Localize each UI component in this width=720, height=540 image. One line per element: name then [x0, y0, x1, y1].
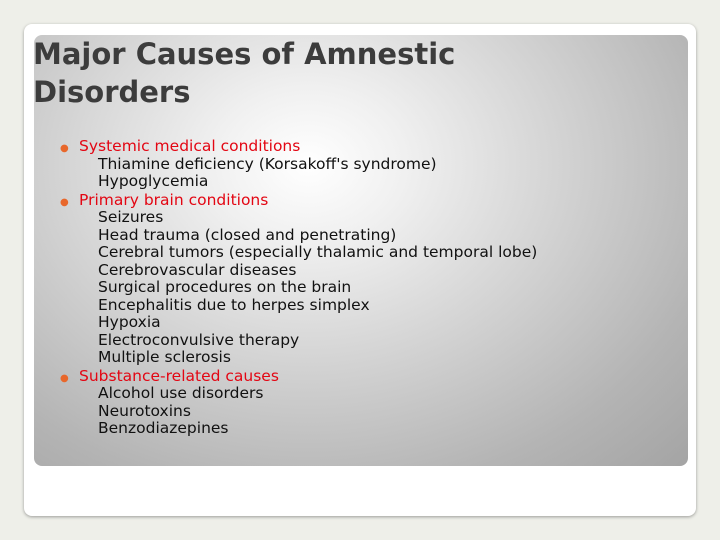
- sub-item: Alcohol use disorders: [98, 384, 264, 402]
- bullet-dot-icon: ●: [60, 196, 69, 208]
- sub-item: Electroconvulsive therapy: [98, 330, 300, 349]
- sub-item: Head trauma (closed and penetrating): [98, 225, 397, 244]
- sub-item: Cerebral tumors (especially thalamic and temporal lobe): [98, 243, 538, 261]
- sub-item: Hypoxia: [98, 313, 161, 331]
- bullet-heading: Primary brain conditions: [79, 190, 269, 209]
- sub-item: Neurotoxins: [98, 401, 191, 420]
- sub-item: Thiamine deficiency (Korsakoff's syndrome): [98, 154, 437, 173]
- sub-item: Cerebrovascular diseases: [98, 260, 297, 279]
- bullet-item: [60, 138, 680, 191]
- bullet-list: [60, 138, 680, 439]
- bullet-dot-icon: ●: [60, 372, 69, 384]
- slide-title-line-2: Disorders: [33, 75, 191, 109]
- bullet-dot-icon: ●: [60, 143, 69, 154]
- sub-item: Surgical procedures on the brain: [98, 278, 352, 296]
- sub-list: [79, 156, 680, 191]
- bullet-item: [60, 368, 680, 438]
- sub-item: Multiple sclerosis: [98, 348, 231, 366]
- bullet-heading: Systemic medical conditions: [79, 137, 301, 155]
- bullet-heading: Substance-related causes: [79, 366, 279, 385]
- sub-list: [79, 209, 680, 367]
- sub-item: Encephalitis due to herpes simplex: [98, 295, 370, 314]
- slide-title-line-1: Major Causes of Amnestic: [33, 37, 456, 71]
- sub-item: Hypoglycemia: [98, 172, 209, 190]
- sub-list: [79, 385, 680, 438]
- slide-title: [33, 35, 553, 111]
- sub-item: Benzodiazepines: [98, 419, 229, 437]
- bullet-item: [60, 192, 680, 367]
- sub-item: Seizures: [98, 208, 164, 226]
